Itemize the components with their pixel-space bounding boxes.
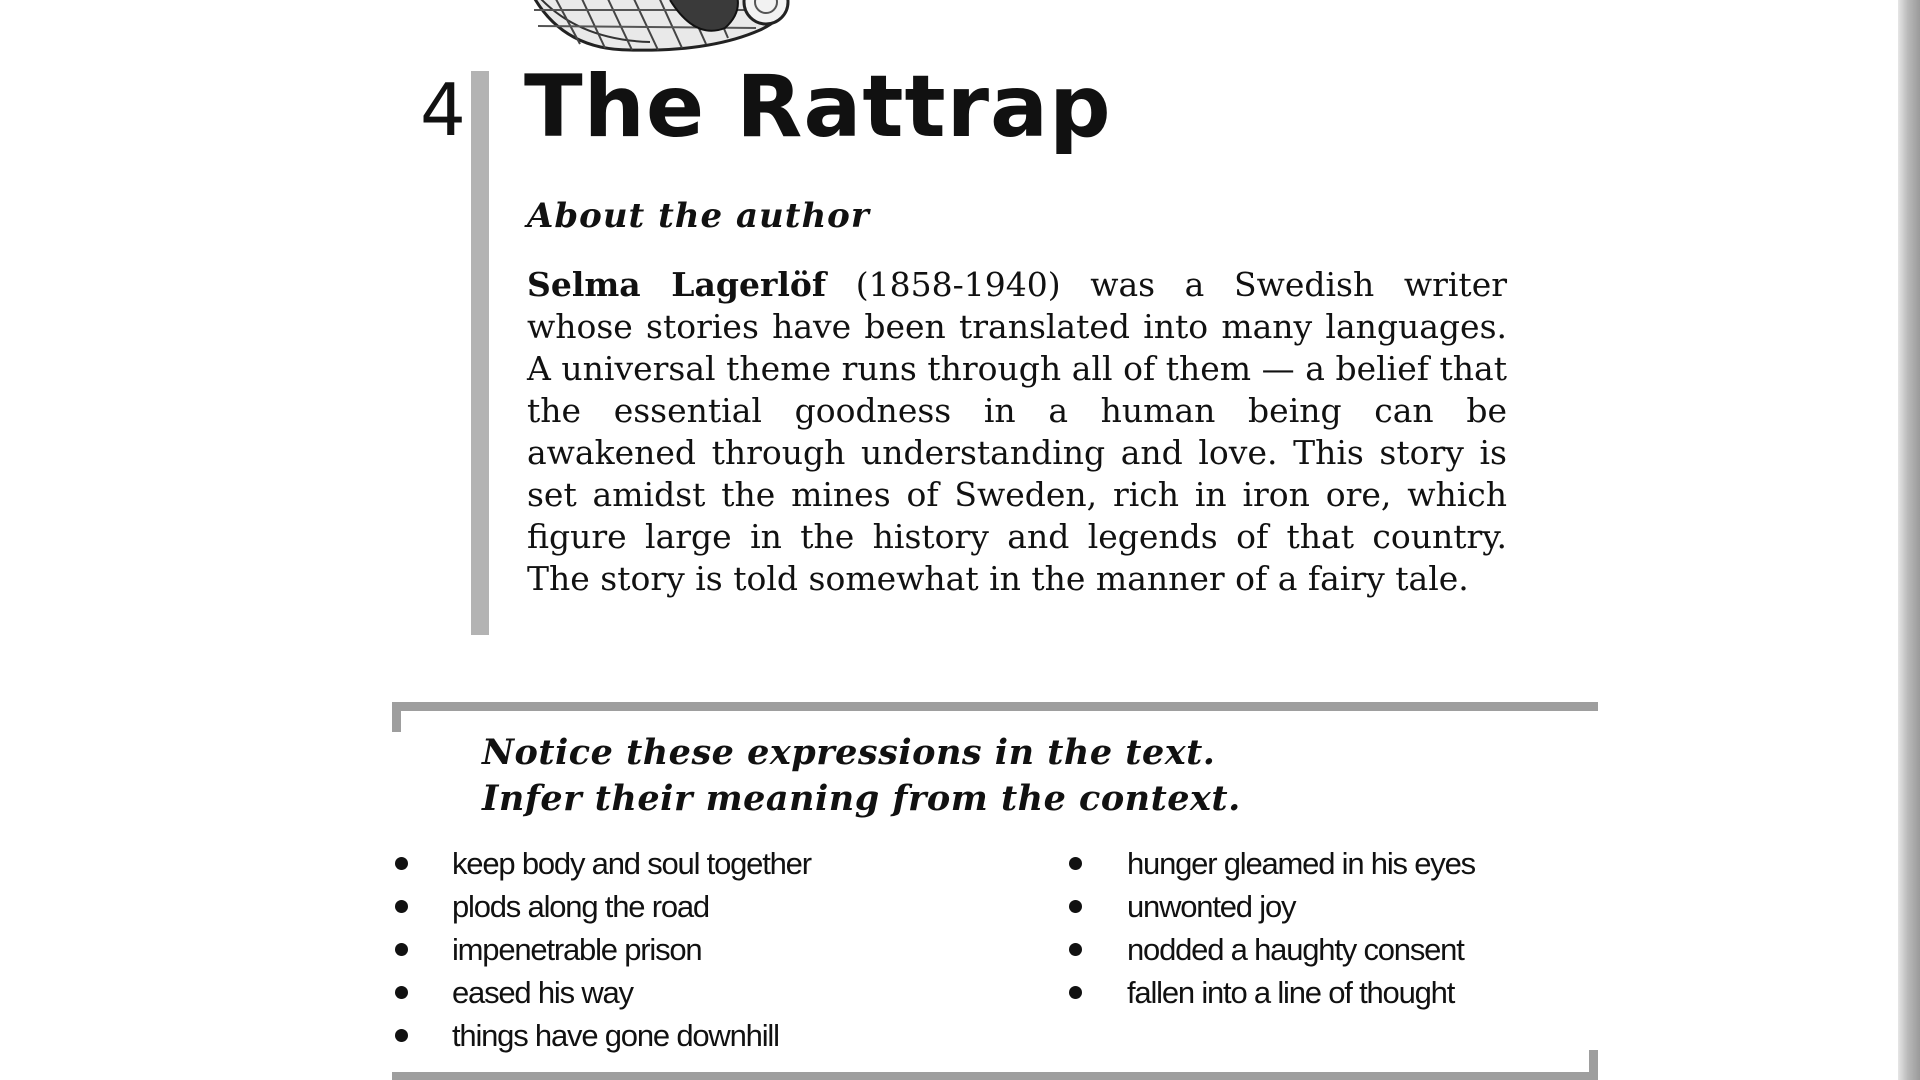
chapter-title: The Rattrap [524, 57, 1112, 157]
expression-text: fallen into a line of thought [1127, 975, 1455, 1010]
expression-text: impenetrable prison [452, 932, 702, 967]
expression-text: plods along the road [452, 889, 709, 924]
list-item [1127, 842, 1475, 885]
list-item [1127, 928, 1475, 971]
bullet-icon [1069, 986, 1082, 999]
list-item [452, 885, 811, 928]
expression-text: unwonted joy [1127, 889, 1296, 924]
expression-text: keep body and soul together [452, 846, 811, 881]
bullet-icon [395, 857, 408, 870]
expression-text: eased his way [452, 975, 633, 1010]
list-item [452, 1014, 811, 1057]
notice-box-top-tick [392, 702, 401, 732]
list-item [452, 971, 811, 1014]
bullet-icon [395, 1029, 408, 1042]
notice-heading [482, 730, 1241, 822]
notice-box-top-border [392, 702, 1598, 711]
expression-text: things have gone downhill [452, 1018, 779, 1053]
bullet-icon [395, 900, 408, 913]
about-author-paragraph [527, 264, 1507, 600]
bullet-icon [1069, 900, 1082, 913]
rattrap-illustration-icon [520, 0, 792, 56]
author-name: Selma Lagerlöf [527, 265, 827, 304]
expression-text: nodded a haughty consent [1127, 932, 1464, 967]
about-author-text: (1858-1940) was a Swedish writer whose stories have been translated into many languages. A universal theme runs through all of them — a belief that the essential goodness in a human being can be awakened through understanding and love. This story is set amidst the mines of Sweden, rich in iron ore, which figure large in the history and legends of that country. The story is told somewhat in the manner of a fairy tale. [527, 265, 1508, 598]
expressions-list-right [1127, 842, 1475, 1014]
chapter-side-bar [471, 71, 489, 635]
list-item [452, 842, 811, 885]
chapter-number: 4 [420, 68, 466, 152]
list-item [1127, 971, 1475, 1014]
notice-box-bottom-border [392, 1072, 1598, 1080]
expressions-list-left [452, 842, 811, 1057]
about-author-heading: About the author [527, 196, 870, 236]
list-item [1127, 885, 1475, 928]
page-edge [1868, 0, 1920, 1080]
notice-line-1: Notice these expressions in the text. [482, 732, 1216, 773]
page-edge-stripe [1898, 0, 1920, 1080]
bullet-icon [1069, 943, 1082, 956]
list-item [452, 928, 811, 971]
bullet-icon [1069, 857, 1082, 870]
bullet-icon [395, 943, 408, 956]
notice-line-2: Infer their meaning from the context. [482, 778, 1241, 819]
bullet-icon [395, 986, 408, 999]
expression-text: hunger gleamed in his eyes [1127, 846, 1475, 881]
